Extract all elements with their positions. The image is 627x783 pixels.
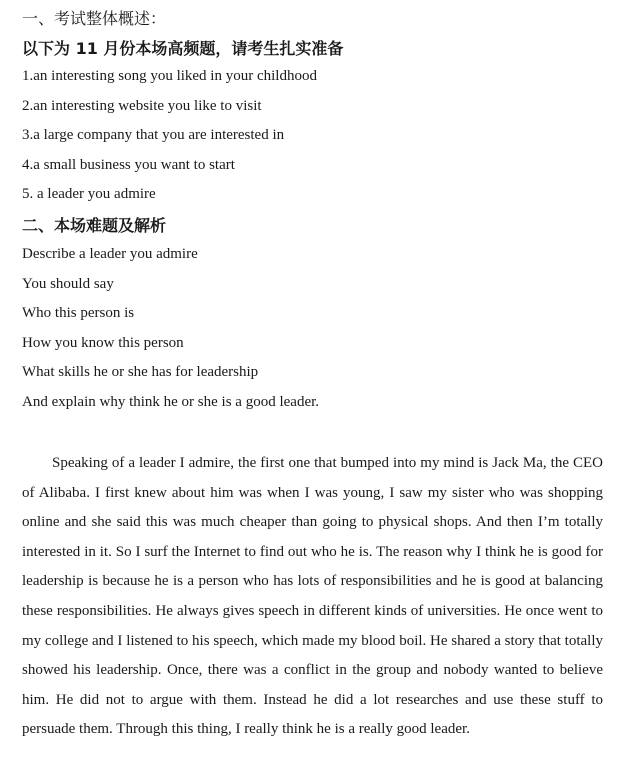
topic-item: 2.an interesting website you like to visit — [22, 97, 262, 114]
prompt-line: You should say — [22, 275, 114, 292]
prompt-line: Describe a leader you admire — [22, 246, 198, 262]
sample-answer-paragraph: Speaking of a leader I admire, the first one that bumped into my mind is Jack Ma, the CEO of Alibaba. I first knew about him was when I was young, I saw my sister who was shopping online and she said this was much cheaper than going to physical shops. And then I’m totally interested in it. So I surf the Internet to find out who he is. The reason why I think he is good for leadership is because he is a person who has lots of responsibilities and he is good at balancing these responsibilities. He always gives speech in different kinds of universities. He once went to my college and I listened to his speech, which made my blood boil. He shared a story that totally showed his leadership. Once, there was a conflict in the group and nobody wanted to believe him. He did not to argue with them. Instead he did a lot researches and use these stuff to persuade them. Through this thing, I really think he is a really good leader. — [22, 455, 603, 738]
topic-item: 4.a small business you want to start — [22, 156, 235, 173]
topic-item: 5. a leader you admire — [22, 186, 156, 203]
topic-item: 1.an interesting song you liked in your childhood — [22, 68, 317, 84]
prompt-line: How you know this person — [22, 334, 184, 351]
prompt-line: What skills he or she has for leadership — [22, 364, 259, 381]
topic-item: 3.a large company that you are interested in — [22, 127, 285, 144]
section2-title: 二、本场难题及解析 — [22, 216, 167, 235]
section1-subtitle: 以下为 11 月份本场高频题，请考生扎实准备 — [22, 39, 344, 58]
prompt-line: And explain why think he or she is a good leader. — [22, 393, 320, 410]
prompt-line: Who this person is — [22, 305, 135, 322]
section1-title: 一、考试整体概述： — [22, 9, 167, 28]
topic-list — [22, 62, 317, 210]
cue-card-prompt — [22, 240, 319, 418]
